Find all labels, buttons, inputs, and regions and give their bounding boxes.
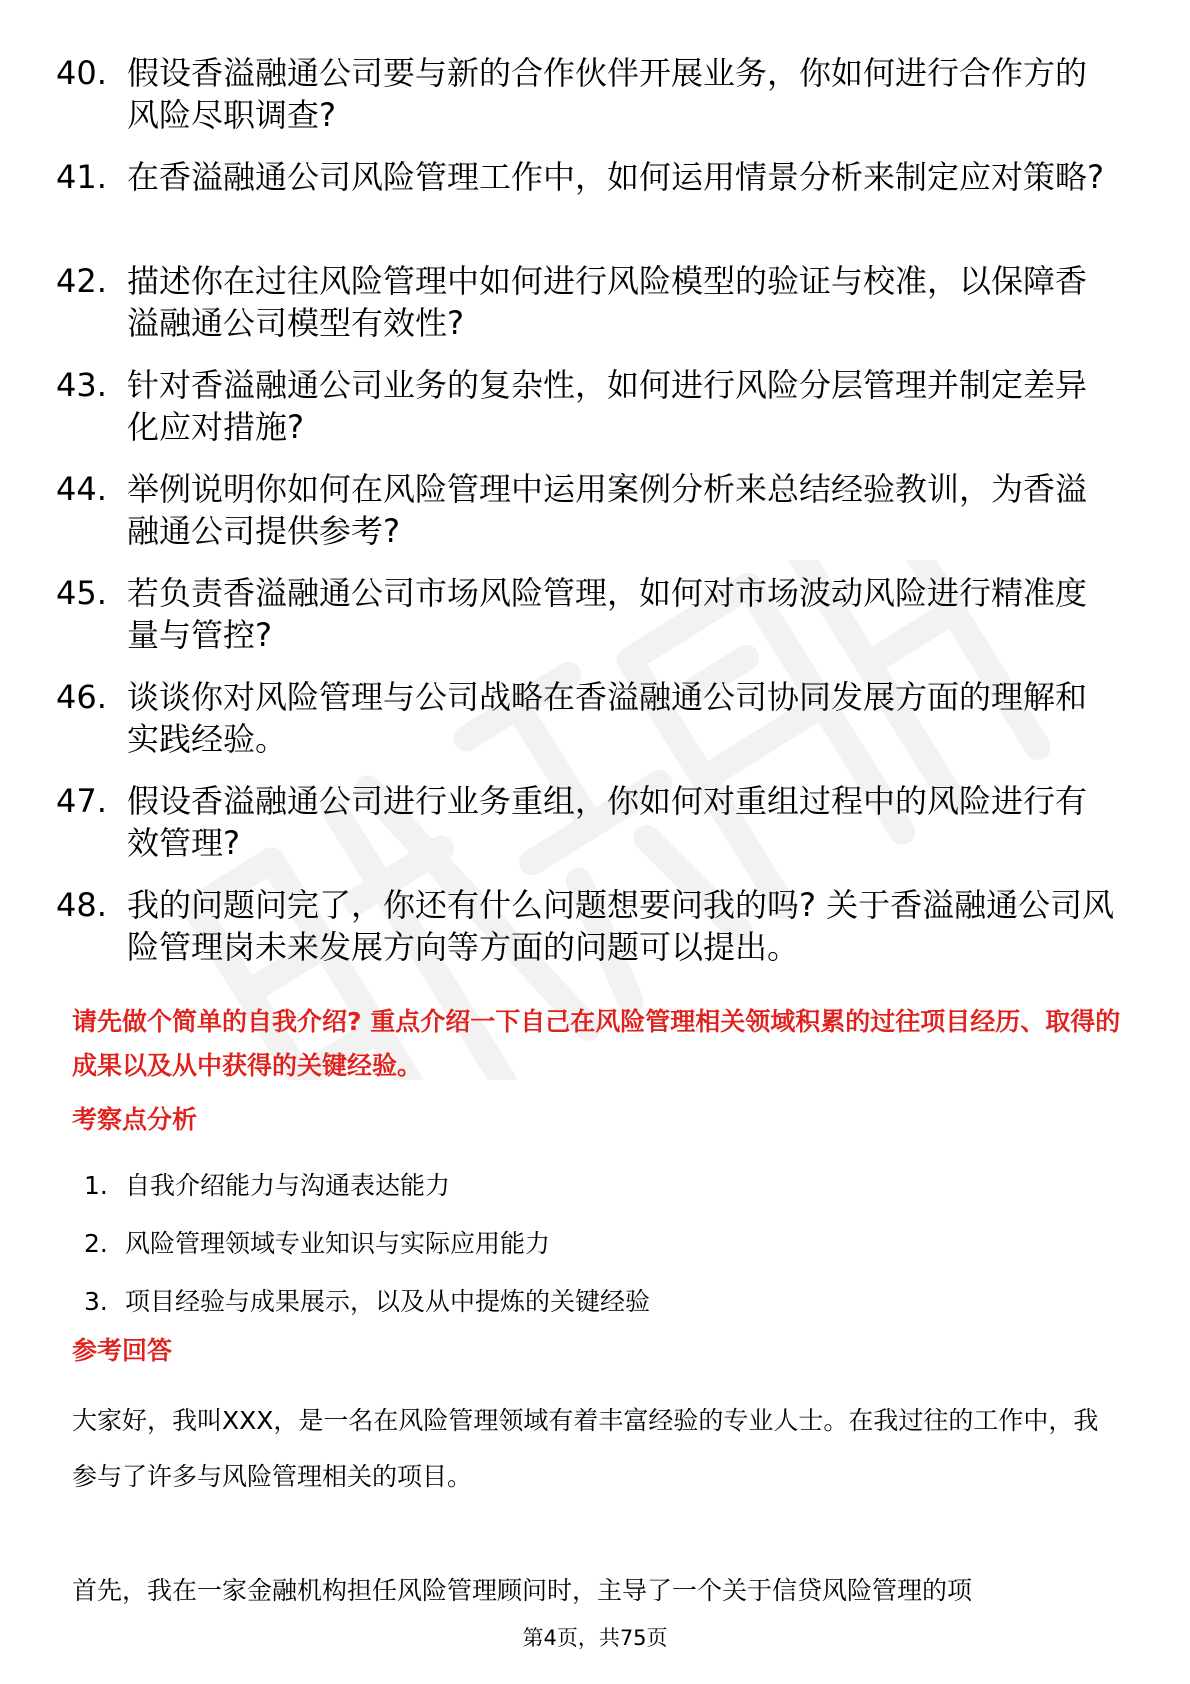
analysis-number: 1. xyxy=(84,1171,108,1200)
analysis-text: 风险管理领域专业知识与实际应用能力 xyxy=(125,1229,551,1258)
question-text: 针对香溢融通公司业务的复杂性，如何进行风险分层管理并制定差异化应对措施? xyxy=(127,366,1088,446)
question-number: 45. xyxy=(56,574,107,612)
answer-paragraph: 首先，我在一家金融机构担任风险管理顾问时，主导了一个关于信贷风险管理的项 xyxy=(72,1576,973,1605)
page-footer: 第4页，共75页 xyxy=(522,1626,668,1650)
question-number: 41. xyxy=(56,158,107,196)
highlight-question: 请先做个简单的自我介绍? 重点介绍一下自己在风险管理相关领域积累的过往项目经历、取得的成果以及从中获得的关键经验。 xyxy=(72,1007,1121,1080)
question-item xyxy=(56,676,1116,760)
question-number: 42. xyxy=(56,262,107,300)
question-text: 我的问题问完了，你还有什么问题想要问我的吗? 关于香溢融通公司风险管理岗未来发展方向等方面的问题可以提出。 xyxy=(127,886,1115,966)
analysis-number: 3. xyxy=(84,1287,108,1316)
answer-paragraph: 大家好，我叫XXX，是一名在风险管理领域有着丰富经验的专业人士。在我过往的工作中，我参与了许多与风险管理相关的项目。 xyxy=(72,1406,1099,1491)
question-text: 在香溢融通公司风险管理工作中，如何运用情景分析来制定应对策略? xyxy=(127,158,1104,196)
question-text: 描述你在过往风险管理中如何进行风险模型的验证与校准，以保障香溢融通公司模型有效性? xyxy=(127,262,1088,342)
analysis-number: 2. xyxy=(84,1229,108,1258)
analysis-item xyxy=(80,1168,1080,1226)
question-text: 谈谈你对风险管理与公司战略在香溢融通公司协同发展方面的理解和实践经验。 xyxy=(127,678,1088,758)
question-item xyxy=(56,156,1116,240)
question-item xyxy=(56,884,1116,968)
question-text: 若负责香溢融通公司市场风险管理，如何对市场波动风险进行精准度量与管控? xyxy=(127,574,1088,654)
question-number: 43. xyxy=(56,366,107,404)
question-list xyxy=(56,52,1116,988)
analysis-list xyxy=(80,1168,1080,1342)
question-number: 47. xyxy=(56,782,107,820)
question-item xyxy=(56,572,1116,656)
analysis-item xyxy=(80,1284,1080,1342)
question-number: 46. xyxy=(56,678,107,716)
question-item xyxy=(56,364,1116,448)
question-text: 假设香溢融通公司进行业务重组，你如何对重组过程中的风险进行有效管理? xyxy=(127,782,1088,862)
question-text: 举例说明你如何在风险管理中运用案例分析来总结经验教训，为香溢融通公司提供参考? xyxy=(127,470,1088,550)
analysis-heading: 考察点分析 xyxy=(72,1105,198,1134)
analysis-text: 项目经验与成果展示，以及从中提炼的关键经验 xyxy=(125,1287,651,1316)
question-number: 44. xyxy=(56,470,107,508)
analysis-text: 自我介绍能力与沟通表达能力 xyxy=(125,1171,451,1200)
question-item xyxy=(56,260,1116,344)
question-item xyxy=(56,468,1116,552)
question-item xyxy=(56,780,1116,864)
question-number: 40. xyxy=(56,54,107,92)
question-item xyxy=(56,52,1116,136)
reference-heading: 参考回答 xyxy=(72,1336,173,1365)
analysis-item xyxy=(80,1226,1080,1284)
question-number: 48. xyxy=(56,886,107,924)
question-text: 假设香溢融通公司要与新的合作伙伴开展业务，你如何进行合作方的风险尽职调查? xyxy=(127,54,1088,134)
